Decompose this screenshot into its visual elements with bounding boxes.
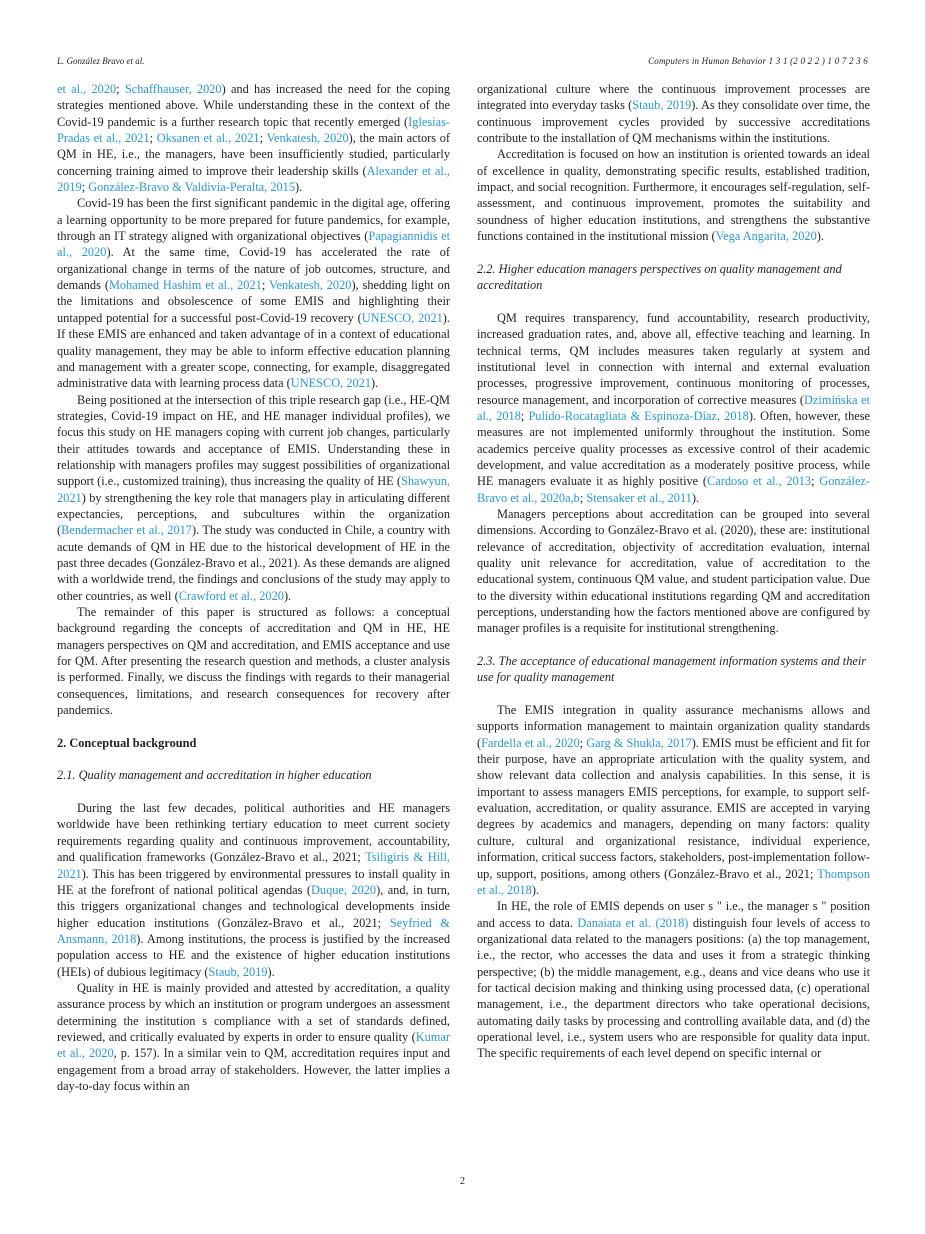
paragraph-text: In HE, the role of EMIS depends on user s " i.e., the manager s " position and access to data. — [477, 899, 870, 930]
paragraph-text: ). EMIS must be efficient and fit for their purpose, have an appropriate articulation with the quality system, and show relevant data collection and analysis capabilities. In this sense, it is important to assess managers EMIS perceptions, for example, to support self-evaluation, accreditation, or quality assurance. EMIS are accepted in varying degrees by academics and managers, depending on many factors: quality culture, cultural and organizational resistance, individual experience, information, critical success factors, stakeholders, post-implementation follow-up, support, positions, among others (González-Bravo et al., 2021; — [477, 735, 870, 881]
paragraph — [477, 146, 870, 244]
subsection-heading: 2.2. Higher education managers perspectives on quality management and accreditation — [477, 261, 842, 293]
paragraph — [477, 702, 870, 898]
citation-link[interactable]: Oksanen et al., 2021 — [156, 131, 260, 146]
paragraph-text: Quality in HE is mainly provided and attested by accreditation, a quality assurance process by which an institution or program undergoes an assessment determining the institution s compliance with a set of standards defined, reviewed, and critically evaluated by experts in order to ensure quality ( — [57, 980, 450, 1044]
paragraph-text: ; — [811, 474, 820, 489]
citation-link[interactable]: UNESCO, 2021 — [290, 376, 372, 391]
paragraph-text: ). The study was conducted in Chile, a country with acute demands of QM in HE due to the historical development of HE in the past three decades (González-Bravo et al., 2021). As these demands are aligned with a worldwide trend, the findings and conclusions of the study may apply to other countries, as well ( — [57, 523, 451, 603]
running-header-journal: Computers in Human Behavior 1 3 1 (2 0 2 2 ) 1 0 7 2 3 6 — [648, 56, 868, 66]
paragraph-text: ; — [579, 735, 587, 750]
paragraph-text: ). Often, however, these measures are not implemented uniformly throughout the institution. Some academics perceive quality processes as excessive control of their academic development, and value accreditation as a moderately positive process, while HE managers evaluate it as highly positive ( — [477, 408, 871, 489]
citation-link[interactable]: Seyfried & Ansmann, 2018 — [57, 915, 450, 946]
paragraph-text: The remainder of this paper is structured as follows: a conceptual background regarding the concepts of accreditation and QM in HE, HE managers perspectives on QM and accreditation, and EMIS acceptance and use for QM. After presenting the research question and methods, a cluster analysis is performed. Finally, we discuss the findings with regards to their managerial consequences, limitations, and research consequences for recovery after pandemics. — [57, 605, 450, 718]
paragraph — [477, 81, 870, 146]
paragraph-text: Covid-19 has been the first significant pandemic in the digital age, offering a learning opportunity to be more prepared for future pandemics, for example, through an IT strategy aligned with organizational objectives ( — [57, 196, 450, 244]
paragraph-text: organizational culture where the continuous improvement processes are integrated into everyday tasks ( — [477, 82, 870, 113]
citation-link[interactable]: Thompson et al., 2018 — [477, 866, 870, 897]
paragraph-text: ; — [149, 131, 157, 146]
paragraph-text: ). — [816, 229, 824, 244]
paragraph-text: ; — [116, 82, 125, 96]
paragraph-text: ; — [261, 278, 269, 293]
paragraph — [57, 81, 450, 195]
paragraph-text: ). — [283, 588, 292, 603]
page-number: 2 — [460, 1176, 465, 1187]
paragraph-text: ; — [520, 408, 529, 423]
subsection-heading: 2.1. Quality management and accreditation in higher education — [57, 768, 372, 783]
paragraph-text: ; — [259, 131, 267, 146]
citation-link[interactable]: Pulido-Rocatagliata & Espinoza-Díaz, 2018 — [528, 408, 749, 423]
citation-link[interactable]: et al., 2020 — [57, 82, 117, 96]
paragraph — [57, 800, 450, 980]
citation-link[interactable]: Danaiata et al. (2018) — [577, 915, 689, 930]
citation-link[interactable]: UNESCO, 2021 — [361, 310, 443, 325]
paragraph-text: Managers perceptions about accreditation can be grouped into several dimensions. According to González-Bravo et al. (2020), these are: institutional relevance of accreditation, objectivity of accreditation evaluation, internal quality unit relevance for accreditation, value of accreditation to the educational system, continuous QM value, and student participation value. Due to the diversity within educational institutions regarding QM and accreditation perceptions, understanding how the factors mentioned above are configured by manager profiles is a requisite for institutional strengthening. — [477, 506, 870, 636]
paragraph-text: ) by strengthening the key role that managers play in articulating different expectancies, perceptions, and subcultures within the organization ( — [57, 490, 450, 538]
paragraph-text: , p. 157). In a similar vein to QM, accreditation requires input and engagement from a broad array of stakeholders. However, the latter implies a day-to-day focus within an — [57, 1046, 450, 1093]
paragraph — [477, 898, 870, 1061]
citation-link[interactable]: Alexander et al., 2019 — [57, 163, 450, 195]
citation-link[interactable]: Venkatesh, 2020 — [266, 131, 349, 146]
citation-link[interactable]: Schaffhauser, 2020 — [124, 82, 222, 96]
paragraph-text: ). Among institutions, the process is justified by the increased population access to HE and the existence of higher education institutions (HEIs) of dubious legitimacy ( — [57, 931, 450, 979]
citation-link[interactable]: Vega Angarita, 2020 — [715, 229, 817, 244]
paragraph — [477, 506, 870, 637]
citation-link[interactable]: Papagiannidis et al., 2020 — [57, 229, 451, 260]
paragraph-text: Being positioned at the intersection of this triple research gap (i.e., HE-QM strategies, Covid-19 impact on HE, and HE manager individual profiles), we focus this study on HE managers coping with current job changes, particularly their attitudes towards and acceptance of EMIS. Understanding these in relationship with managers profiles may suggest possibilities of organizational support (i.e., customized training), thus increasing the quality of HE ( — [57, 392, 450, 489]
citation-link[interactable]: Staub, 2019 — [208, 964, 268, 979]
paragraph-text: During the last few decades, political authorities and HE managers worldwide have been rethinking tertiary education to meet current society requirements regarding quality and continuous improvement, accountability, and qualification frameworks (González-Bravo et al., 2021; — [57, 801, 450, 865]
paragraph-text: ; — [579, 490, 587, 505]
citation-link[interactable]: Stensaker et al., 2011 — [586, 490, 692, 505]
left-column — [57, 81, 450, 1094]
paragraph-text: ). — [531, 882, 540, 897]
paragraph-text: ), and, in turn, this triggers organizational changes and technological developments inside higher education institutions (González-Bravo et al., 2021; — [57, 882, 451, 930]
paragraph-text: ), the main actors of QM in HE, i.e., the managers, have been insufficiently studied, particularly concerning training aimed to improve their leadership skills ( — [57, 131, 451, 178]
section-heading: 2. Conceptual background — [57, 735, 197, 750]
paragraph-text: distinguish four levels of access to organizational data related to the managers positions: (a) the top management, i.e., the rector, who accesses the data and uses it from a strategic thinking perspective; (b) the middle management, e.g., deans and vice deans who use it for tactical decision making and thinking using processed data, (c) operational management, i.e., the department directors who take operational decisions, automating daily tasks by processing and controlling available data, and (d) the operational level, i.e., system users who are responsible for quality data input. The specific requirements of each level depend on specific internal or — [477, 915, 871, 1061]
citation-link[interactable]: Duque, 2020 — [310, 882, 377, 897]
paragraph — [57, 195, 450, 391]
paragraph — [477, 310, 870, 506]
paragraph-text: QM requires transparency, fund accountability, research productivity, increased graduation rates, and, above all, effective teaching and learning. In technical terms, QM includes measures taken regularly at system and institutional level in connection with internal and external evaluation processes, progressive improvement, continuous monitoring of processes, resource management, and incorporation of corrective measures ( — [477, 310, 870, 407]
citation-link[interactable]: Bendermacher et al., 2017 — [61, 523, 192, 538]
paragraph-text: Accreditation is focused on how an institution is oriented towards an ideal of excellence in quality, demonstrating specific results, established tradition, impact, and social recognition. Furthermore, it encourages self-regulation, self-assessment, and continuous improvement, promotes the suitability and soundness of higher education institutions, and strengthens the substantive functions contained in the institutional mission ( — [477, 147, 870, 244]
citation-link[interactable]: González-Bravo et al., 2020a,b — [477, 474, 871, 505]
paragraph-text: ). If these EMIS are enhanced and taken advantage of in a context of educational quality management, they may be able to inform effective education planning and management with a greater scope, connecting, for example, disaggregated administrative data with learning process data ( — [57, 310, 450, 391]
paragraph-text: ). — [267, 964, 275, 979]
paragraph-text: ). At the same time, Covid-19 has accelerated the rate of organizational change in terms of the nature of job outcomes, structure, and demands ( — [57, 245, 450, 293]
paragraph-text: ) and has increased the need for the coping strategies mentioned above. While understanding these in the context of the Covid-19 pandemic is a further research topic that recently emerged ( — [57, 82, 450, 129]
paragraph — [57, 604, 450, 718]
citation-link[interactable]: Iglesias-Pradas et al., 2021 — [57, 114, 450, 146]
citation-link[interactable]: Staub, 2019 — [632, 98, 692, 113]
citation-link[interactable]: Cardoso et al., 2013 — [707, 474, 812, 489]
paragraph-text: ). — [691, 490, 700, 505]
citation-link[interactable]: Fardella et al., 2020 — [481, 735, 580, 750]
citation-link[interactable]: Shawyun, 2021 — [57, 474, 450, 505]
paragraph-text: The EMIS integration in quality assurance mechanisms allows and supports information management to maintain organization quality standards ( — [477, 703, 870, 750]
paragraph-text: ). As they consolidate over time, the continuous improvement cycles provided by successive accreditations contribute to the installation of QM mechanisms within the institutions. — [477, 98, 870, 146]
paragraph — [57, 980, 450, 1094]
running-header-authors: L. González Bravo et al. — [57, 56, 145, 66]
paragraph — [57, 392, 450, 604]
paragraph-text: ; — [81, 180, 89, 195]
paragraph-text: ), shedding light on the limitations and obsolescence of some EMIS and highlighting their untapped potential for a successful post-Covid-19 recovery ( — [57, 278, 450, 325]
citation-link[interactable]: Venkatesh, 2020 — [268, 278, 352, 293]
paragraph-text: ). — [295, 180, 303, 195]
paragraph-text: ). — [371, 376, 379, 391]
citation-link[interactable]: Dzimińska et al., 2018 — [477, 392, 870, 423]
citation-link[interactable]: Mohamed Hashim et al., 2021 — [108, 278, 262, 293]
citation-link[interactable]: Crawford et al., 2020 — [178, 588, 284, 603]
citation-link[interactable]: Kumar et al., 2020 — [57, 1029, 450, 1061]
subsection-heading: 2.3. The acceptance of educational management information systems and their use for quality management — [477, 654, 867, 685]
right-column — [477, 81, 870, 1062]
citation-link[interactable]: González-Bravo & Valdivia-Peralta, 2015 — [88, 180, 296, 195]
paragraph-text: ). This has been triggered by environmental pressures to install quality in HE at the forefront of national political agendas ( — [57, 866, 450, 897]
citation-link[interactable]: Tsiligiris & Hill, 2021 — [57, 850, 450, 881]
citation-link[interactable]: Garg & Shukla, 2017 — [586, 735, 692, 750]
